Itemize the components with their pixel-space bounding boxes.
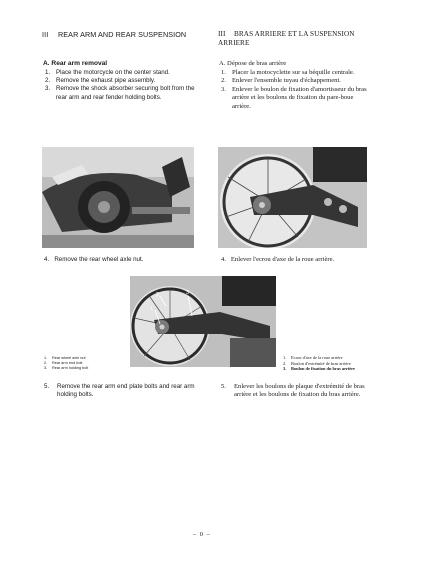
legend-item: 3. Rear arm holding bolt [44,366,89,370]
legend-item: 2. Boulon d'extrémité de bras arrière [283,360,351,366]
step5-fr: 5. Enlever les boulons de plaque d'extrémité de bras arrière et les boulons de fixation du bras arrière. [221,383,365,398]
step-item: 1. Place the motorcycle on the center stand. [45,69,170,76]
step5-en: 5. Remove the rear arm end plate bolts and rear arm holding bolts. [44,383,195,398]
steps-block-fr [219,69,369,111]
section-title-fr: III BRAS ARRIERE ET LA SUSPENSION ARRIERE [218,30,355,47]
step-item: 2. Enlever l'ensemble tuyau d'échappement. [221,77,341,85]
subsection-title-fr: A. Dépose de bras arrière [219,60,287,67]
photo-label-1: 1 [150,306,154,312]
photo-rear-arm-center [130,276,276,367]
legend-item: 1. Rear wheel axle nut [44,356,86,360]
steps-list-en [43,69,195,102]
section-number-en: III [42,30,49,39]
legend-item: 1. Ecrou d'axe de la roue arrière [283,355,343,360]
step-item: 3. Remove the shock absorber securing bolt from the rear arm and rear fender holding bolts. [45,85,195,101]
steps-list-fr [219,69,369,111]
step-item: 2. Remove the exhaust pipe assembly. [45,77,156,85]
step4-fr: 4. Enlever l'ecrou d'axe de la roue arrière. [221,256,335,263]
legend-item: 3. Boulon de fixation du bras arrière [283,366,355,372]
legend-item: 2. Rear arm end bolt [44,361,83,365]
step4-en: 4. Remove the rear wheel axle nut. [44,256,144,263]
section-number-fr: III [218,30,226,38]
photo-rear-wheel-right [218,147,367,248]
step-item: 3. Enlever le boulon de fixation d'amortisseur du bras arrière et les boulons de fixation du pare-boue arrière. [221,85,367,110]
page-number: – 0 – [193,531,211,538]
step-item: 1. Placer la motocyclette sur sa béquille centrale. [221,69,355,76]
photo-label-3: 3 [186,290,190,296]
section-title-en: III REAR ARM AND REAR SUSPENSION [42,30,187,39]
photo-label-2: 2 [156,292,160,298]
photo-rear-wheel-left [42,147,194,248]
legend-fr [283,355,355,372]
legend-en [44,356,88,371]
subsection-title-en: A. Rear arm removal [43,60,108,67]
